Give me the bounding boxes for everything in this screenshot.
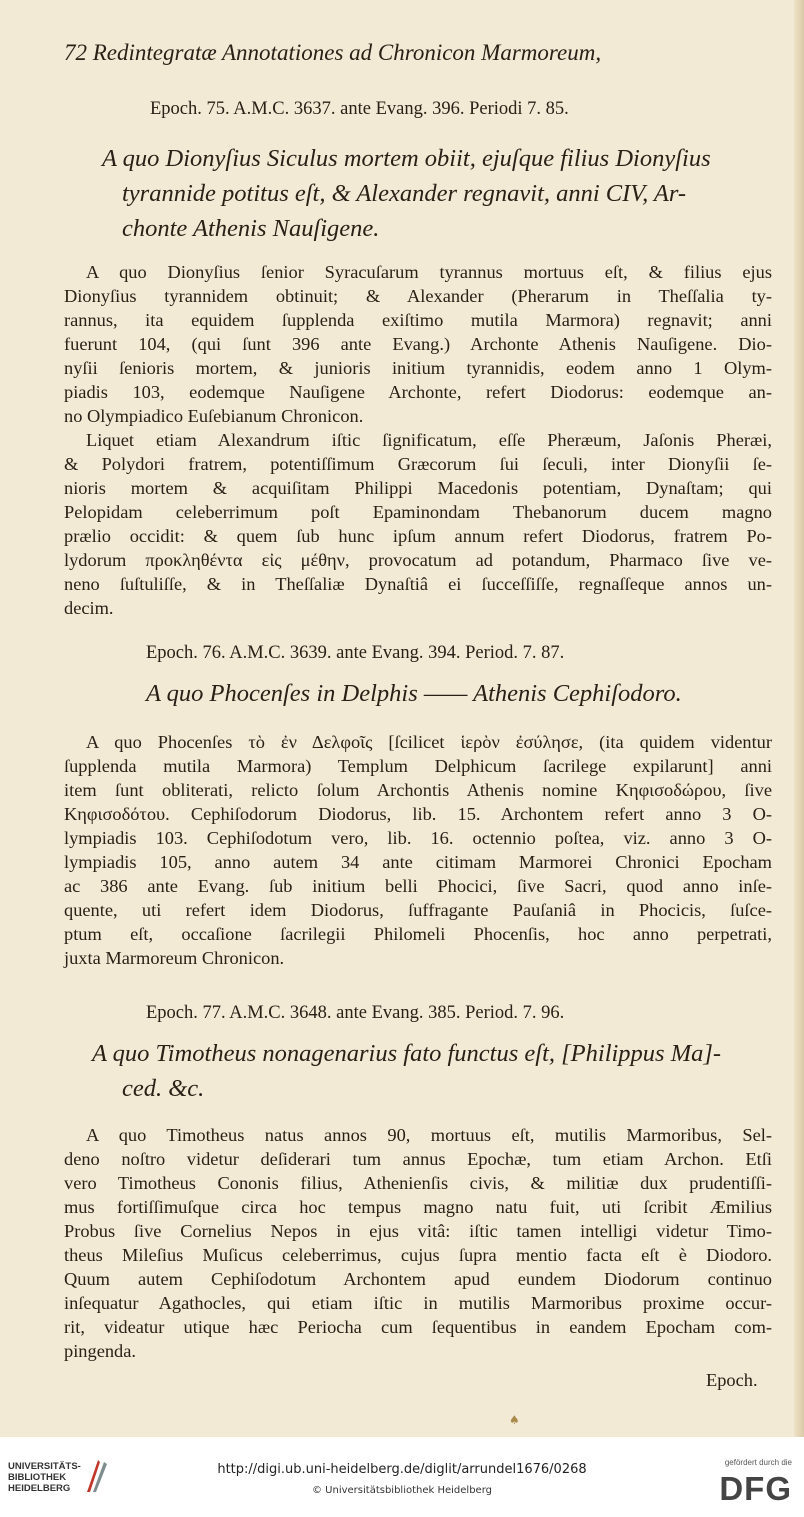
library-name-line: UNIVERSITÄTS- bbox=[8, 1461, 81, 1472]
text-line: vero Timotheus Cononis filius, Athenienſis civis, & militiæ dux prudentiſſi- bbox=[64, 1173, 772, 1193]
text-line: ptum eſt, occaſione ſacrilegii Philomeli Phocenſis, hoc anno perpetrati, bbox=[64, 924, 772, 944]
epoch-75-title-2: tyrannide potitus eſt, & Alexander regnavit, anni CIV, Ar- bbox=[122, 180, 687, 207]
text-line: quente, uti refert idem Diodorus, ſuffragante Pauſaniâ in Phocicis, ſuſce- bbox=[64, 900, 772, 920]
text-line: item ſunt obliterati, relicto ſolum Archontis Athenis nomine Κηφισοδώρου, ſive bbox=[64, 780, 772, 800]
text-line: lydorum προκληθέντα εἰς μέθην, provocatum ad potandum, Pharmaco ſive ve- bbox=[64, 550, 772, 570]
text-line: deno noſtro videtur deſiderari tum annus Epochæ, tum etiam Archon. Etſi bbox=[64, 1149, 772, 1169]
permalink-link[interactable]: http://digi.ub.uni-heidelberg.de/diglit/arrundel1676/0268 bbox=[217, 1462, 587, 1477]
text-line: prælio occidit: & quem ſub hunc ipſum annum refert Diodorus, fratrem Po- bbox=[64, 526, 772, 546]
text-line: ſupplenda mutila Marmora) Templum Delphicum ſacrilege expilarunt] anni bbox=[64, 756, 772, 776]
ornament-mark: ♠ bbox=[509, 1413, 520, 1427]
text-line: rannus, ita equidem ſupplenda exiſtimo mutila Marmora) regnavit; anni bbox=[64, 310, 772, 330]
library-name-line: HEIDELBERG bbox=[8, 1483, 71, 1494]
text-line: Κηφισοδότου. Cephiſodorum Diodorus, lib. 15. Archontem refert anno 3 O- bbox=[64, 804, 772, 824]
text-line: lympiadis 105, anno autem 34 ante citimam Marmorei Chronici Epocham bbox=[64, 852, 772, 872]
text-line: piadis 103, eodemque Nauſigene Archonte, refert Diodorus: eodemque an- bbox=[64, 382, 772, 402]
text-line: A quo Phocenſes τὸ ἐν Δελφοῖς [ſcilicet ἱερὸν ἐσύλησε, (ita quidem videntur bbox=[86, 732, 772, 752]
text-line: & Polydori fratrem, potentiſſimum Græcorum ſui ſeculi, inter Dionyſii ſe- bbox=[64, 454, 772, 474]
text-line: theus Mileſius Muſicus celeberrimus, cujus ſupra mentio facta eſt è Diodoro. bbox=[64, 1245, 772, 1265]
text-line: decim. bbox=[64, 598, 114, 618]
text-line: no Olympiadico Euſebianum Chronicon. bbox=[64, 406, 364, 426]
text-line: nyſii ſenioris mortem, & junioris initium tyrannidis, eodem anno 1 Olym- bbox=[64, 358, 772, 378]
copyright-text: © Universitätsbibliothek Heidelberg bbox=[311, 1485, 492, 1496]
epoch-75-title-1: A quo Dionyſius Siculus mortem obiit, ejuſque filius Dionyſius bbox=[102, 145, 711, 172]
text-line: A quo Timotheus natus annos 90, mortuus eſt, mutilis Marmoribus, Sel- bbox=[86, 1125, 772, 1145]
text-line: juxta Marmoreum Chronicon. bbox=[64, 948, 285, 968]
text-line: Liquet etiam Alexandrum iſtic ſignificatum, eſſe Pheræum, Jaſonis Pheræi, bbox=[86, 430, 772, 450]
catchword: Epoch. bbox=[706, 1370, 758, 1390]
text-line: Dionyſius tyrannidem obtinuit; & Alexander (Pherarum in Theſſalia ty- bbox=[64, 286, 772, 306]
text-line: Quum autem Cephiſodotum Archontem apud eundem Diodorum continuo bbox=[64, 1269, 772, 1289]
text-line: rit, videatur utique hæc Periocha cum ſequentibus in eandem Epocham com- bbox=[64, 1317, 772, 1337]
epoch-75-line: Epoch. 75. A.M.C. 3637. ante Evang. 396. Periodi 7. 85. bbox=[150, 99, 569, 119]
text-line: mus fortiſſimuſque circa hoc tempus magno natu fuit, uti ſcribit Æmilius bbox=[64, 1197, 772, 1217]
text-line: pingenda. bbox=[64, 1341, 137, 1361]
text-line: Pelopidam celeberrimum poſt Epaminondam Thebanorum ducem magno bbox=[64, 502, 772, 522]
library-name-line: BIBLIOTHEK bbox=[8, 1472, 67, 1483]
epoch-75-title-3: chonte Athenis Nauſigene. bbox=[122, 215, 380, 242]
epoch-77-line: Epoch. 77. A.M.C. 3648. ante Evang. 385. Period. 7. 96. bbox=[146, 1003, 565, 1023]
running-head: 72 Redintegratæ Annotationes ad Chronicon Marmoreum, bbox=[64, 40, 602, 65]
text-line: inſequatur Agathocles, qui etiam iſtic in mutilis Marmoribus proxime occur- bbox=[64, 1293, 772, 1313]
text-line: A quo Dionyſius ſenior Syracuſarum tyrannus mortuus eſt, & filius ejus bbox=[86, 262, 772, 282]
epoch-76-line: Epoch. 76. A.M.C. 3639. ante Evang. 394. Period. 7. 87. bbox=[146, 643, 565, 663]
epoch-76-title: A quo Phocenſes in Delphis —— Athenis Cephiſodoro. bbox=[146, 680, 682, 707]
text-line: ac 386 ante Evang. ſub initium belli Phocici, ſive Sacri, quod anno inſe- bbox=[64, 876, 772, 896]
text-line: neno ſuſtuliſſe, & in Theſſaliæ Dynaſtiâ ei ſucceſſiſſe, regnaſſeque annos un- bbox=[64, 574, 772, 594]
epoch-77-title-2: ced. &c. bbox=[122, 1075, 205, 1102]
epoch-77-title-1: A quo Timotheus nonagenarius fato functus eſt, [Philippus Ma]- bbox=[92, 1040, 722, 1067]
footer-bar bbox=[0, 1437, 804, 1517]
dfg-logo: DFG bbox=[719, 1470, 792, 1507]
text-line: nioris mortem & acquiſitam Philippi Macedonis potentiam, Dynaſtam; qui bbox=[64, 478, 772, 498]
text-line: lympiadis 103. Cephiſodotum vero, lib. 16. octennio poſtea, viz. anno 3 O- bbox=[64, 828, 772, 848]
text-line: Probus ſive Cornelius Nepos in ejus vitâ: iſtic tamen intelligi videtur Timo- bbox=[64, 1221, 772, 1241]
text-line: fuerunt 104, (qui ſunt 396 ante Evang.) Archonte Athenis Nauſigene. Dio- bbox=[64, 334, 772, 354]
funded-by-text: gefördert durch die bbox=[724, 1458, 792, 1467]
